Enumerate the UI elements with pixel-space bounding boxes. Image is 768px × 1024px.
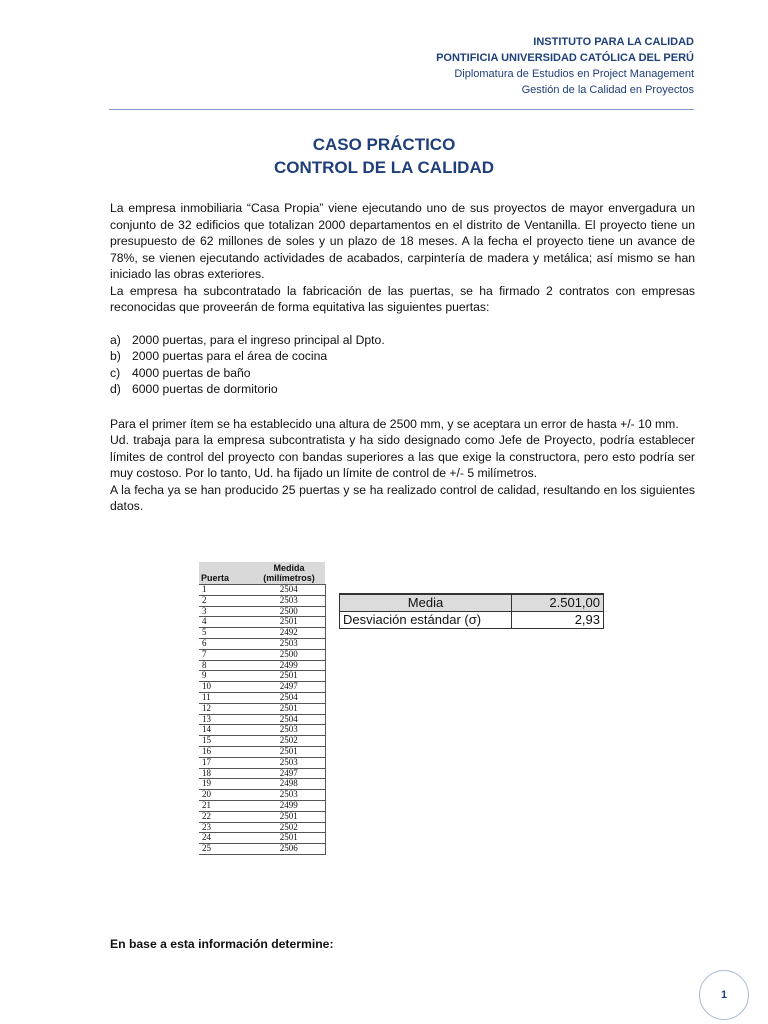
- door-number-cell: 5: [199, 628, 253, 639]
- measurement-cell: 2504: [253, 714, 325, 725]
- column-header-measure: Medida (milímetros): [253, 562, 325, 585]
- std-dev-label: Desviación estándar (σ): [340, 612, 512, 629]
- document-title: [0, 133, 768, 179]
- measurement-cell: 2500: [253, 649, 325, 660]
- table-row: [199, 757, 325, 768]
- paragraph-data-intro: A la fecha ya se han producido 25 puertas y se ha realizado control de calidad, resultando en los siguientes datos.: [110, 482, 695, 513]
- measurement-cell: 2506: [253, 844, 325, 855]
- door-number-cell: 19: [199, 779, 253, 790]
- door-number-cell: 18: [199, 768, 253, 779]
- door-number-cell: 6: [199, 638, 253, 649]
- table-row: [199, 682, 325, 693]
- door-number-cell: 8: [199, 660, 253, 671]
- measurement-cell: 2503: [253, 638, 325, 649]
- page-header: [436, 34, 694, 98]
- list-text: 6000 puertas de dormitorio: [132, 382, 278, 396]
- header-institute: INSTITUTO PARA LA CALIDAD: [533, 36, 694, 48]
- header-course: Gestión de la Calidad en Proyectos: [521, 84, 694, 96]
- media-value: 2.501,00: [512, 594, 604, 612]
- paragraph-intro: La empresa inmobiliaria “Casa Propia” viene ejecutando uno de sus proyectos de mayor envergadura un conjunto de 32 edificios que totalizan 2000 departamentos en el distrito de Ventanilla. El proyecto tiene un presupuesto de 62 millones de soles y un plazo de 18 meses. A la fecha el proyecto tiene un avance de 78%, se vienen ejecutando actividades de acabados, carpintería de madera y metálica; así mismo se han iniciado las obras exteriores.: [110, 201, 695, 281]
- title-line-1: CASO PRÁCTICO: [312, 135, 456, 154]
- table-row: [199, 660, 325, 671]
- table-row: [199, 779, 325, 790]
- table-row: [199, 725, 325, 736]
- table-row: [199, 703, 325, 714]
- table-row: [199, 790, 325, 801]
- paragraph-subcontract: La empresa ha subcontratado la fabricación de las puertas, se ha firmado 2 contratos con empresas reconocidas que proveerán de forma equitativa las siguientes puertas:: [110, 283, 695, 314]
- list-item: [110, 332, 695, 349]
- table-row: [199, 822, 325, 833]
- media-label: Media: [340, 594, 512, 612]
- paragraph-tolerance: Para el primer ítem se ha establecido una altura de 2500 mm, y se aceptara un error de hasta +/- 10 mm.: [110, 416, 679, 431]
- door-number-cell: 22: [199, 811, 253, 822]
- table-row: [199, 617, 325, 628]
- table-header-row: [199, 562, 325, 585]
- measurement-cell: 2501: [253, 833, 325, 844]
- measurement-cell: 2500: [253, 606, 325, 617]
- page-number: 1: [720, 989, 728, 1001]
- measurement-cell: 2499: [253, 800, 325, 811]
- door-number-cell: 7: [199, 649, 253, 660]
- measurement-cell: 2498: [253, 779, 325, 790]
- door-number-cell: 13: [199, 714, 253, 725]
- measurement-cell: 2502: [253, 822, 325, 833]
- measurement-cell: 2501: [253, 671, 325, 682]
- list-marker: d): [110, 382, 121, 396]
- stats-row-media: [340, 594, 604, 612]
- measurements-table: [199, 562, 326, 855]
- measurement-cell: 2502: [253, 736, 325, 747]
- title-line-2: CONTROL DE LA CALIDAD: [273, 158, 495, 177]
- door-number-cell: 12: [199, 703, 253, 714]
- list-item: [110, 348, 695, 365]
- column-header-door: Puerta: [199, 562, 253, 585]
- std-dev-value: 2,93: [512, 612, 604, 629]
- door-number-cell: 15: [199, 736, 253, 747]
- measurement-cell: 2497: [253, 768, 325, 779]
- measurement-cell: 2501: [253, 703, 325, 714]
- table-row: [199, 628, 325, 639]
- closing-instruction: En base a esta información determine:: [110, 937, 334, 951]
- measurements-body: [199, 585, 325, 855]
- table-row: [199, 833, 325, 844]
- door-number-cell: 4: [199, 617, 253, 628]
- list-marker: c): [110, 365, 121, 380]
- header-diploma: Diplomatura de Estudios en Project Management: [454, 68, 694, 80]
- door-number-cell: 9: [199, 671, 253, 682]
- table-row: [199, 800, 325, 811]
- list-item: [110, 381, 695, 398]
- table-row: [199, 844, 325, 855]
- table-row: [199, 649, 325, 660]
- table-row: [199, 638, 325, 649]
- table-row: [199, 746, 325, 757]
- list-text: 2000 puertas para el área de cocina: [132, 349, 328, 363]
- door-number-cell: 11: [199, 692, 253, 703]
- door-number-cell: 24: [199, 833, 253, 844]
- table-row: [199, 606, 325, 617]
- list-text: 4000 puertas de baño: [132, 365, 251, 380]
- statistics-table: [339, 593, 604, 629]
- header-university: PONTIFICIA UNIVERSIDAD CATÓLICA DEL PERÚ: [436, 52, 694, 64]
- list-marker: b): [110, 349, 121, 363]
- header-divider: [109, 109, 694, 110]
- measurement-cell: 2503: [253, 757, 325, 768]
- door-number-cell: 14: [199, 725, 253, 736]
- measurement-cell: 2501: [253, 617, 325, 628]
- measurement-cell: 2499: [253, 660, 325, 671]
- measurement-cell: 2501: [253, 746, 325, 757]
- list-item: [110, 365, 695, 382]
- door-number-cell: 21: [199, 800, 253, 811]
- page-number-badge: [699, 970, 749, 1020]
- door-number-cell: 25: [199, 844, 253, 855]
- stats-row-std-dev: [340, 612, 604, 629]
- table-row: [199, 714, 325, 725]
- paragraph-role: Ud. trabaja para la empresa subcontratista y ha sido designado como Jefe de Proyecto, podría establecer límites de control del proyecto con bandas superiores a las que exige la constructora, pero esto podría ser muy costoso. Por lo tanto, Ud. ha fijado un límite de control de +/- 5 milímetros.: [110, 433, 695, 480]
- measurement-cell: 2504: [253, 585, 325, 596]
- table-row: [199, 811, 325, 822]
- measurement-cell: 2492: [253, 628, 325, 639]
- door-number-cell: 2: [199, 595, 253, 606]
- door-number-cell: 20: [199, 790, 253, 801]
- table-row: [199, 595, 325, 606]
- table-row: [199, 768, 325, 779]
- doors-list: [110, 332, 695, 398]
- measurement-cell: 2503: [253, 725, 325, 736]
- measurement-cell: 2503: [253, 790, 325, 801]
- document-body: [110, 200, 695, 515]
- list-text: 2000 puertas, para el ingreso principal al Dpto.: [132, 332, 385, 347]
- table-row: [199, 736, 325, 747]
- door-number-cell: 16: [199, 746, 253, 757]
- door-number-cell: 17: [199, 757, 253, 768]
- door-number-cell: 3: [199, 606, 253, 617]
- door-number-cell: 23: [199, 822, 253, 833]
- measurement-cell: 2504: [253, 692, 325, 703]
- table-row: [199, 671, 325, 682]
- measurement-cell: 2501: [253, 811, 325, 822]
- table-row: [199, 585, 325, 596]
- measurement-cell: 2497: [253, 682, 325, 693]
- table-row: [199, 692, 325, 703]
- measurement-cell: 2503: [253, 595, 325, 606]
- door-number-cell: 10: [199, 682, 253, 693]
- door-number-cell: 1: [199, 585, 253, 596]
- list-marker: a): [110, 332, 121, 347]
